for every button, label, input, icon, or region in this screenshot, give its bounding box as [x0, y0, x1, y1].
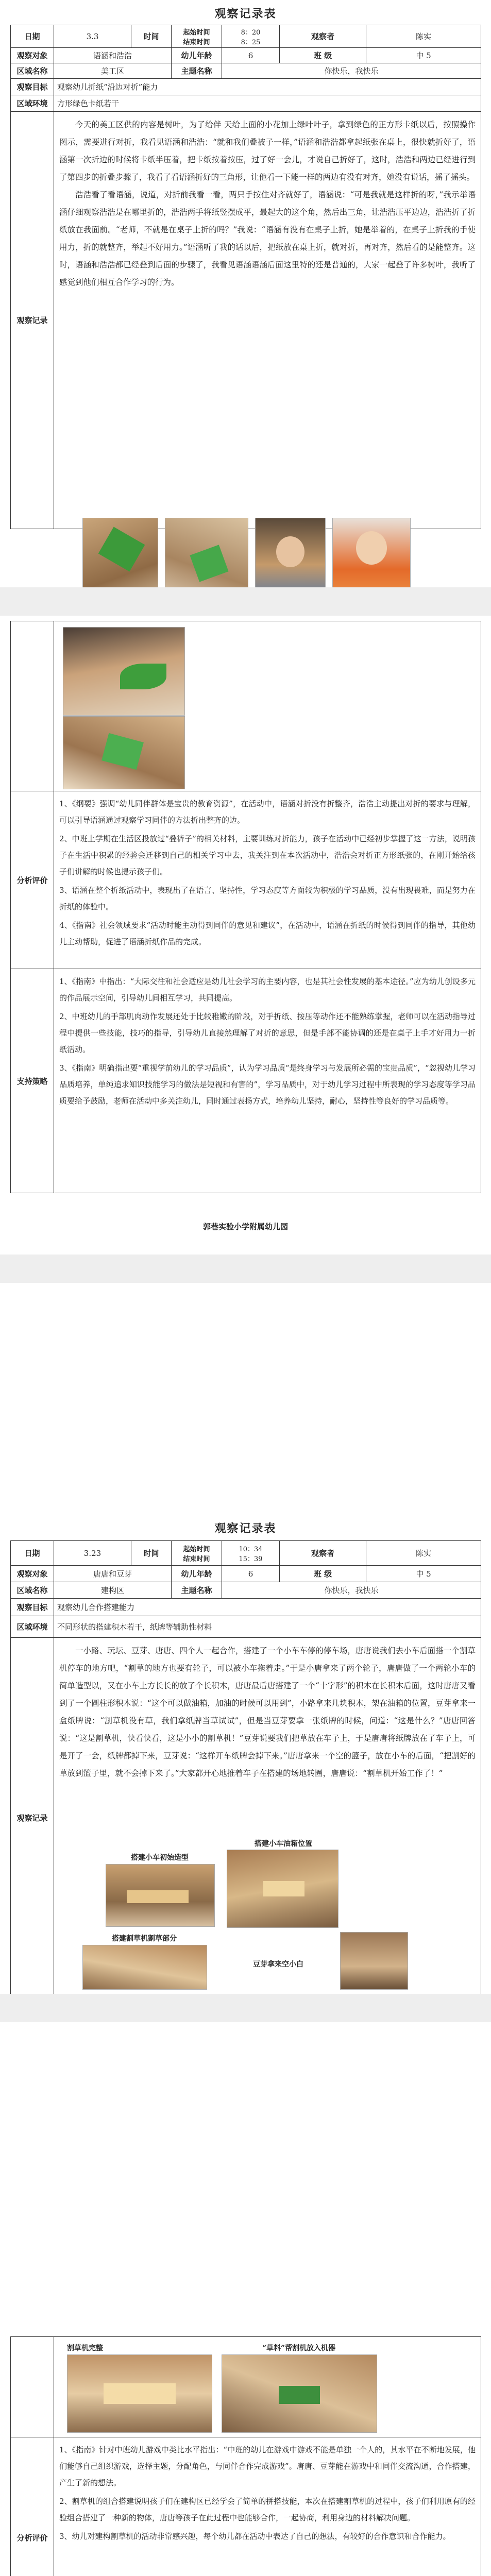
- record-paragraph: 一小路、玩坛、豆芽、唐唐、四个人一起合作，搭建了一个小车车停的停车场，唐唐说我们去小车后面搭一个割草机停车的地方吧，“割草的地方也要有轮子，可以被小车拖着走。”于是小唐拿来了两个轮子，唐唐做了一个两轮小车的简单造型以，又在小车上方长长的放了个长积木，唐唐最后唐搭建了一个“十字形”的积木在长积木后面，这时唐唐又看到了一个圆柱形积木说：“这个可以做油箱，加油的时候可以用到”，小路拿来几块积木，架在油箱的位置，豆芽拿来一盒纸牌说：“割草机没有草，我们拿纸牌当草试试”，但是当豆芽要拿一张纸牌的时候，问道：“这是什么？”唐唐回答说：“这是割草机，快看快看，这是小小的割草机！”豆芽说要我们把草放在车子上，于是唐唐将纸牌放在了车子上，可是开了一会，纸牌都掉下来，豆芽说：“这样开车纸牌会掉下来。”唐唐拿来一个空的篮子，放在小车的后面，“把割好的草放到篮子里，就不会掉下来了。”大家都开心地推着车子在搭建的场地转圈，唐唐说：“割草机开始工作了！”: [59, 1646, 476, 1778]
- photo-caption: 搭建小车初始造型: [131, 1854, 189, 1862]
- area-label: 区域名称: [11, 63, 54, 79]
- photo-caption: 割草机完整: [67, 2344, 103, 2352]
- record-paragraph: 今天的美工区供的内容是树叶，为了给伴 天给上面的小花加上绿叶叶子，拿到绿色的正方形卡纸以后，按照操作图示，需要进行对折，我看见语涵和浩浩：“就和我们叠被子一样，”语涵和浩浩都拿起纸张在桌上，很快就折好了，语涵第一次折边的时候将卡纸半压着，把卡纸按着按压，过了好一会儿，才说自己折好了，这时，浩浩和两边已经进行到了第四步的折叠步骤了，我看了看语涵折好的三角形，让他看一下能一样的两边有没有对齐，她没有说话，摇了摇头。: [59, 120, 476, 182]
- analysis-paragraph: 1、《指南》针对中班幼儿游戏中类比水平指出：“中班的幼儿在游戏中游戏不能是单独一个人的，其水平在不断地发展，他们能够自己组织游戏，选择主题，分配角色，与同伴合作完成游戏”。唐唐、豆芽能在游戏中和同伴交流沟通，合作搭建，产生了新的想法。: [59, 2445, 476, 2487]
- theme-value: 你快乐，我快乐: [222, 63, 481, 79]
- photo-caption: 搭建割草机割草部分: [112, 1935, 177, 1943]
- analysis-paragraph: 4、《指南》社会领域要求“活动时能主动得到同伴的意见和建议”，在活动中，语涵在折纸的时候得到同伴的指导，其他幼儿主动帮助，促进了语涵折纸作品的完成。: [59, 921, 476, 946]
- area-value: 美工区: [54, 63, 172, 79]
- photo-car-initial: [106, 1864, 215, 1927]
- school-footer: 郭巷实验小学附属幼儿园: [202, 1222, 288, 1231]
- record-label: 观察记录: [11, 112, 54, 529]
- observer-label: 观察者: [280, 1541, 366, 1566]
- record-label: 观察记录: [11, 1638, 54, 1998]
- photo-empty-basket: [340, 1932, 408, 1990]
- start-time-value: 8：20: [241, 28, 261, 37]
- subject-label: 观察对象: [11, 1566, 54, 1582]
- time-label: 时间: [131, 25, 172, 48]
- analysis-paragraph: 3、语涵在整个折纸活动中，表现出了在语言、坚持性，学习态度等方面较为积极的学习品质，没有出现畏难，而是努力在折纸的体验中。: [59, 886, 476, 911]
- end-time-label: 结束时间: [183, 38, 210, 46]
- record-title: 观察记录表: [214, 7, 277, 21]
- area-label: 区域名称: [11, 1582, 54, 1599]
- support-paragraph: 1、《指南》中指出：“大际交往和社会适应是幼儿社会学习的主要内容，也是其社会性发展的基本途径。”应为幼儿创设多元的作品展示空间，引导幼儿间相互学习，共同提高。: [59, 977, 476, 1003]
- age-label: 幼儿年龄: [172, 1566, 222, 1582]
- page-gap: [0, 1994, 491, 2022]
- subject-label: 观察对象: [11, 48, 54, 63]
- support-label: 支持策略: [11, 969, 54, 1193]
- record-paragraph: 浩浩看了看语涵，说道，对折前我看一看，两只手按住对齐就好了，语涵说：“可是我就是这样折的呀，”我示举语涵仔细观察浩浩是在哪里折的，浩浩两手将纸竖摆成平，最起大的这个角，然后出三角，让浩浩压平边边，浩浩折了折纸放在我面前。“老师，不就是在桌子上折的吗？”我说：“语涵有没有在桌子上折，她是举着的，在桌子上折我的手使用力，折的就整齐，举起不好用力。”语涵听了我的话以后，把纸放在桌上折，就对折，再对齐，然后看的是能整齐。这时，语涵和浩浩都已经叠到后面的步骤了，我看见语涵语涵后面这里特的还是普通的，大家一起叠了许多树叶，我听了感觉到他们相互合作学习的行为。: [59, 190, 476, 287]
- goal-label: 观察目标: [11, 79, 54, 95]
- page-gap: [0, 587, 491, 616]
- date-label: 日期: [11, 1541, 54, 1566]
- class-label: 班 级: [280, 48, 366, 63]
- goal-value: 观察幼儿合作搭建能力: [54, 1599, 481, 1616]
- env-value: 不同形状的搭建积木若干，纸牌等辅助性材料: [54, 1616, 481, 1638]
- end-time-value: 15：39: [239, 1555, 263, 1563]
- date-value: 3.3: [54, 25, 131, 48]
- page-2: [0, 616, 491, 1255]
- support-paragraph: 2、中班幼儿的手部肌肉动作发展还处于比较稚嫩的阶段，对手折纸、按压等动作还不能熟练掌握，老师可以在活动指导过程中提供一些技能，技巧的指导，引导幼儿直接然理解了对折的意思，但是手部不能协调的还是在桌子上手才好用力一折纸活动。: [59, 1012, 476, 1054]
- start-time-label: 起始时间: [183, 1545, 210, 1553]
- date-label: 日期: [11, 25, 54, 48]
- time-label: 时间: [131, 1541, 172, 1566]
- photo-child-leaf: [63, 627, 185, 716]
- photo-mower-part: [82, 1945, 207, 1990]
- area-value: 建构区: [54, 1582, 172, 1599]
- photo-grass-into-mower: [222, 2354, 377, 2433]
- class-label: 班 级: [280, 1566, 366, 1582]
- start-time-value: 10：34: [239, 1545, 263, 1553]
- subject-value: 唐唐和豆芽: [54, 1566, 172, 1582]
- observer-value: 陈实: [366, 1541, 481, 1566]
- photo-car-tank: [227, 1850, 338, 1928]
- record-table-1: [10, 25, 481, 529]
- theme-label: 主题名称: [172, 63, 222, 79]
- age-value: 6: [222, 1566, 280, 1582]
- theme-value: 你快乐，我快乐: [222, 1582, 481, 1599]
- end-time-label: 结束时间: [183, 1555, 210, 1563]
- photo-caption: 豆芽拿来空小白: [253, 1960, 303, 1969]
- photo-mower-complete: [67, 2354, 212, 2433]
- record-title: 观察记录表: [214, 1522, 277, 1535]
- goal-label: 观察目标: [11, 1599, 54, 1616]
- analysis-paragraph: 3、幼儿对建构割草机的活动非常感兴趣，每个幼儿都在活动中表达了自己的想法，有较好的合作意识和合作能力。: [59, 2532, 451, 2541]
- page-1: [0, 0, 491, 587]
- goal-value: 观察幼儿折纸“沿边对折”能力: [54, 79, 481, 95]
- subject-value: 语涵和浩浩: [54, 48, 172, 63]
- analysis-paragraph: 1、《纲要》强调“幼儿同伴群体是宝贵的教育资源”，在活动中，语涵对折没有折整齐，浩浩主动提出对折的要求与理解，可以引导语涵通过观察学习同伴的方法折出整齐的边。: [59, 799, 476, 825]
- page-gap: [0, 1255, 491, 1283]
- observer-label: 观察者: [280, 25, 366, 48]
- photo-hands-folding: [63, 716, 185, 789]
- analysis-paragraph: 2、中班上学期在生活区投放过“叠裤子”的相关材料，主要训练对折能力，孩子在活动中已经初步掌握了这一方法，说明孩子在生活中积累的经验会迁移到自己的相关学习中去，我关注到在本次活动中，浩浩会对折正方形纸张的，在刚开始给孩子们讲解的时候也提示孩子们。: [59, 834, 476, 876]
- photo-caption: 搭建小车油箱位置: [255, 1840, 312, 1848]
- page-3: [0, 1283, 491, 1994]
- date-value: 3.23: [54, 1541, 131, 1566]
- env-label: 区域环境: [11, 95, 54, 112]
- theme-label: 主题名称: [172, 1582, 222, 1599]
- analysis-label: 分析评价: [11, 2437, 54, 2576]
- page-4: [0, 2022, 491, 2576]
- env-label: 区域环境: [11, 1616, 54, 1638]
- analysis-paragraph: 2、割草机的组合搭建说明孩子们在建构区已经学会了简单的拼搭技能，本次在搭建割草机的过程中，孩子们利用原有的经验组合搭建了一种新的物体，唐唐等孩子在此过程中也能够合作，一起协商，利用身边的材料解决问题。: [59, 2497, 476, 2522]
- support-paragraph: 3、《指南》明确指出要“重视学前幼儿的学习品质”，认为学习品质“是终身学习与发展所必需的宝贵品质”，“忽视幼儿学习品质培养，单纯追求知识技能学习的做法是短视和有害的”，学习品质中，对于幼儿学习过程中所表现的学习态度等学习品质要给予鼓励，老师在活动中多关注幼儿，同时通过表扬方式，培养幼儿坚持，耐心，坚持性等良好的学习品质等。: [59, 1063, 476, 1106]
- class-value: 中 5: [366, 48, 481, 63]
- start-time-label: 起始时间: [183, 28, 210, 37]
- photo-caption: “草料”帮割机放入机器: [262, 2344, 336, 2352]
- age-label: 幼儿年龄: [172, 48, 222, 63]
- env-value: 方形绿色卡纸若干: [54, 95, 481, 112]
- observer-value: 陈实: [366, 25, 481, 48]
- end-time-value: 8：25: [241, 38, 261, 46]
- age-value: 6: [222, 48, 280, 63]
- class-value: 中 5: [366, 1566, 481, 1582]
- analysis-label: 分析评价: [11, 791, 54, 969]
- record-table-2: [10, 1540, 481, 1998]
